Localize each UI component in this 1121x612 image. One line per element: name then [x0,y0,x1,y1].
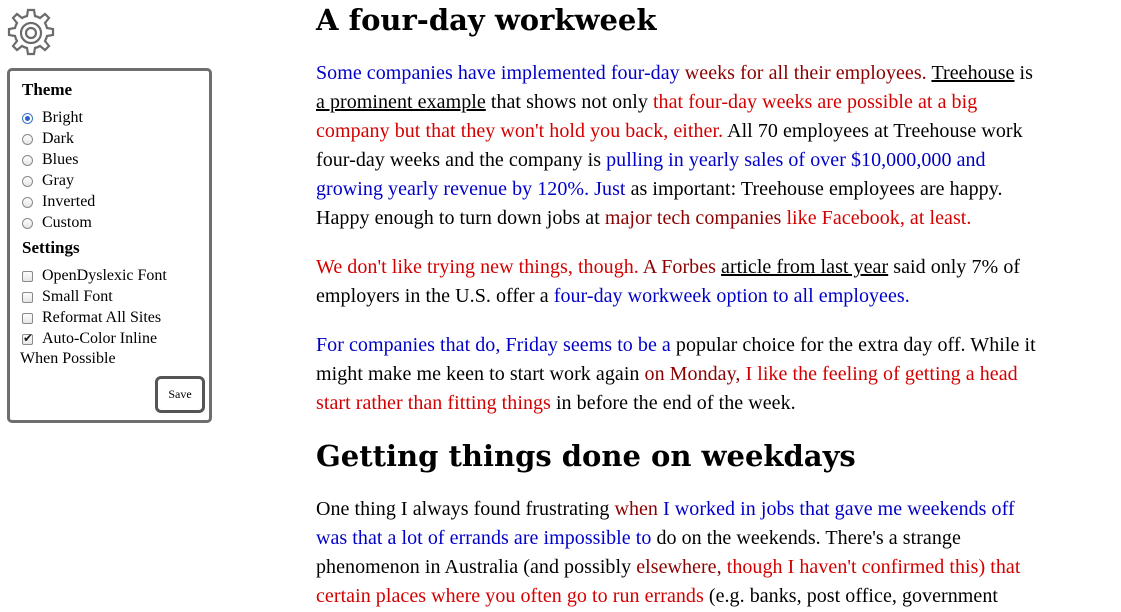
text-run: four-day weeks and the company is [316,149,607,171]
theme-heading: Theme [22,80,73,99]
text-run: For companies that do, Friday seems to be a [316,334,671,356]
paragraph-line [316,495,1015,524]
option-label: Reformat All Sites [42,309,162,326]
text-run: said only 7% of [888,256,1021,278]
paragraph-line [316,282,910,311]
link-treehouse[interactable]: Treehouse [931,62,1015,84]
text-run: elsewhere, [636,556,722,578]
text-run: weeks for all their employees. [679,62,932,84]
link-article-from-last-year[interactable]: article from last year [721,256,889,278]
text-run: was that a lot of errands are impossible to [316,527,652,549]
text-run: certain places where you often go to run errands [316,585,704,607]
theme-option-dark[interactable] [22,129,74,149]
text-run: in before the end of the week. [550,392,796,414]
option-small-font[interactable] [22,287,113,307]
checkbox-auto-color[interactable] [22,330,34,345]
theme-option-bright[interactable] [22,108,83,128]
paragraph-line [316,331,1036,360]
radio-dark[interactable] [22,134,33,145]
text-run: might make me keen to start work again [316,363,645,385]
option-label: OpenDyslexic Font [42,267,167,284]
text-run: as important: Treehouse employees are happy. [625,178,1003,200]
settings-panel [7,68,212,423]
radio-inverted[interactable] [22,197,33,208]
text-run: All 70 employees at Treehouse work [723,120,1023,142]
option-opendyslexic-font[interactable] [22,266,167,286]
text-run: We don't like trying new things, though. [316,256,639,278]
section-heading: Getting things done on weekdays [316,439,856,473]
text-run: popular choice for the extra day off. While it [670,334,1036,356]
theme-option-label: Blues [42,151,79,168]
text-run: major tech companies [604,207,782,229]
theme-option-label: Gray [42,172,74,189]
checkbox-reformat[interactable] [22,313,33,324]
text-run: that four-day weeks are possible at a big [652,91,978,113]
paragraph-line [316,582,998,611]
text-run: phenomenon in Australia (and possibly [316,556,637,578]
radio-bright[interactable] [22,113,33,124]
text-run: Happy enough to turn down jobs at [316,207,605,229]
option-label-continuation: When Possible [20,350,116,367]
text-run: four-day workweek option to all employees. [553,285,910,307]
paragraph-line [316,88,977,117]
paragraph-line [316,59,1033,88]
checkbox-small-font[interactable] [22,292,33,303]
theme-option-label: Custom [42,214,92,231]
paragraph-line [316,389,796,418]
theme-option-label: Inverted [42,193,96,210]
paragraph-line [316,204,971,233]
text-run: is [1014,62,1033,84]
theme-option-gray[interactable] [22,171,74,191]
text-run: (e.g. banks, post office, government [703,585,998,607]
text-run: employers in the U.S. offer a [316,285,554,307]
option-label: Auto-Color Inline [42,330,158,347]
checkmark-icon: ✔ [23,330,34,345]
text-run: I like the feeling of getting a head [740,363,1018,385]
text-run: pulling in yearly sales of over $10,000,000 and [606,149,986,171]
paragraph-line [316,253,1020,282]
radio-custom[interactable] [22,218,33,229]
text-run: company but that they won't hold you back, either. [316,120,724,142]
save-button[interactable]: Save [155,376,205,413]
gear-icon[interactable] [5,7,57,59]
article-title: A four-day workweek [316,3,657,37]
theme-option-blues[interactable] [22,150,78,170]
link-prominent-example[interactable]: a prominent example [316,91,486,113]
text-run: growing yearly revenue by 120%. Just [316,178,626,200]
radio-gray[interactable] [22,176,33,187]
radio-blues[interactable] [22,155,33,166]
text-run: though I haven't confirmed this) that [721,556,1021,578]
paragraph-line [316,524,961,553]
text-run: on Monday, [644,363,741,385]
text-run: One thing I always found frustrating [316,498,615,520]
paragraph-line [316,175,1003,204]
option-auto-color-inline[interactable] [22,329,157,349]
paragraph-line [316,146,986,175]
option-label: Small Font [42,288,113,305]
paragraph-line [316,360,1018,389]
text-run: start rather than fitting things [316,392,551,414]
settings-heading: Settings [22,238,80,257]
theme-option-custom[interactable] [22,213,92,233]
text-run: Some companies have implemented four-day [316,62,680,84]
theme-option-label: Dark [42,130,74,147]
text-run: when [614,498,658,520]
checkbox-opendyslexic[interactable] [22,271,33,282]
option-reformat-all-sites[interactable] [22,308,161,328]
text-run: A Forbes [638,256,722,278]
theme-option-label: Bright [42,109,83,126]
paragraph-line [316,117,1023,146]
text-run: like Facebook, at least. [781,207,972,229]
text-run: I worked in jobs that gave me weekends off [657,498,1015,520]
text-run: that shows not only [485,91,653,113]
theme-option-inverted[interactable] [22,192,95,212]
paragraph-line [316,553,1020,582]
text-run: do on the weekends. There's a strange [651,527,961,549]
